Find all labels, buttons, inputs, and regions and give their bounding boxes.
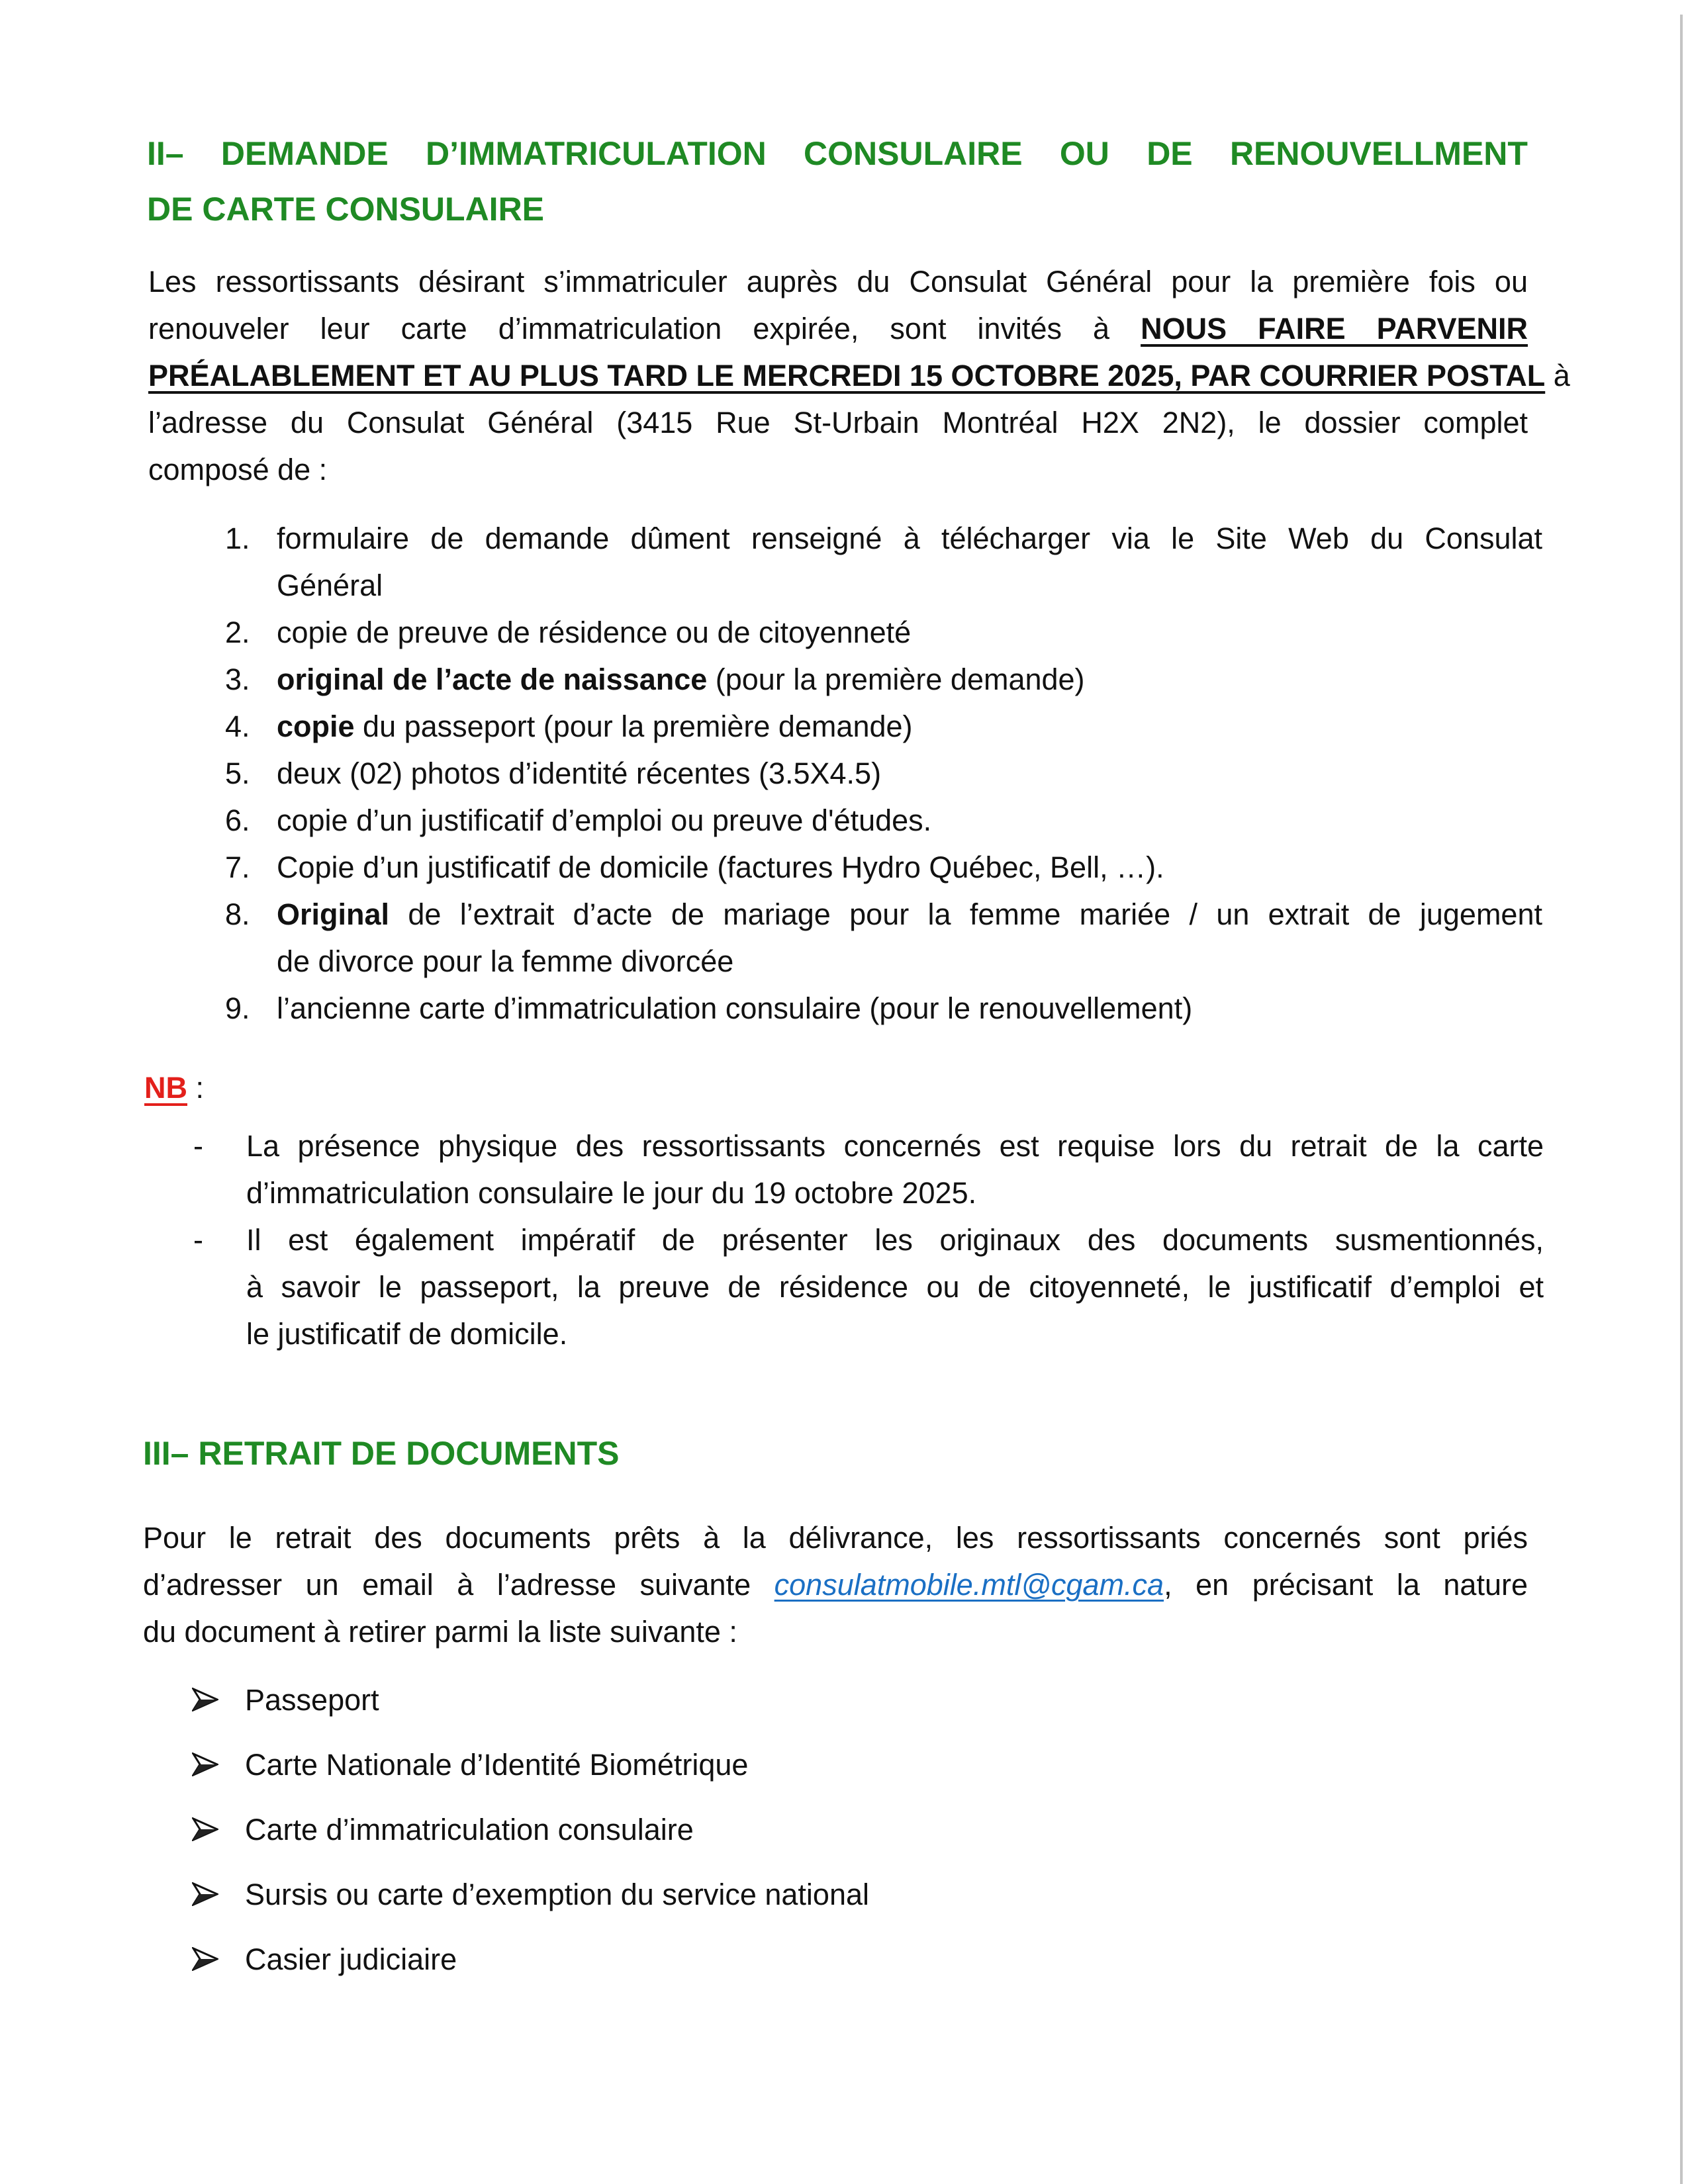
- list-number: 7.: [225, 850, 250, 884]
- list-item: [225, 891, 1542, 985]
- list-number: 2.: [225, 615, 250, 649]
- list-text-rest: de l’extrait d’acte de mariage pour la femme mariée / un extrait de jugement: [389, 897, 1542, 931]
- list-number: 3.: [225, 662, 250, 696]
- note-text: le justificatif de domicile.: [246, 1317, 568, 1351]
- list-item: [225, 750, 1542, 797]
- list-text-bold: original de l’acte de naissance: [277, 662, 708, 696]
- arrow-bullet-icon: [192, 1882, 218, 1906]
- list-text: Carte Nationale d’Identité Biométrique: [245, 1748, 749, 1782]
- note-text: La présence physique des ressortissants concernés est requise lors du retrait de la carte: [246, 1129, 1544, 1163]
- list-text-bold: Original: [277, 897, 390, 931]
- list-item: [225, 515, 1542, 609]
- heading-word: DEMANDE: [220, 135, 389, 172]
- intro-text: , en précisant la nature: [1164, 1568, 1528, 1602]
- list-text: Général: [277, 569, 383, 602]
- list-item: [192, 1862, 869, 1927]
- list-text: Casier judiciaire: [245, 1942, 457, 1976]
- section2-heading: [147, 126, 1528, 237]
- intro-line: [143, 1561, 1528, 1608]
- arrow-bullet-icon: [192, 1752, 218, 1776]
- intro-text: renouveler leur carte d’immatriculation expirée, sont invités à: [148, 312, 1141, 345]
- list-item: [225, 703, 1542, 750]
- list-number: 4.: [225, 709, 250, 743]
- list-text: deux (02) photos d’identité récentes (3.5X4.5): [277, 756, 882, 790]
- list-text: copie d’un justificatif d’emploi ou preuve d'études.: [277, 803, 932, 837]
- list-number: 6.: [225, 803, 250, 837]
- intro-line: composé de :: [148, 453, 328, 486]
- list-item: [192, 1668, 869, 1733]
- list-item: [192, 1797, 869, 1862]
- list-text: Passeport: [245, 1683, 379, 1717]
- required-documents-list: [225, 515, 1542, 1032]
- section3-heading: [143, 1426, 619, 1481]
- section2-heading-line2: DE CARTE CONSULAIRE: [147, 191, 545, 228]
- list-number: 9.: [225, 991, 250, 1025]
- arrow-bullet-icon: [192, 1947, 218, 1971]
- dash-bullet-icon: -: [193, 1223, 203, 1257]
- intro-line: [148, 305, 1528, 352]
- note-text: à savoir le passeport, la preuve de résidence ou de citoyenneté, le justificatif d’emploi et: [246, 1270, 1544, 1304]
- email-link[interactable]: consulatmobile.mtl@cgam.ca: [774, 1568, 1164, 1602]
- heading-word: II–: [147, 135, 184, 172]
- note-item: [193, 1216, 1544, 1357]
- heading-word: RENOUVELLMENT: [1229, 135, 1528, 172]
- intro-line: l’adresse du Consulat Général (3415 Rue St-Urbain Montréal H2X 2N2), le dossier complet: [148, 406, 1528, 439]
- list-text: copie de preuve de résidence ou de citoyenneté: [277, 615, 912, 649]
- heading-word: OU: [1059, 135, 1109, 172]
- list-text-rest: (pour la première demande): [707, 662, 1085, 696]
- heading-word: D’IMMATRICULATION: [425, 135, 767, 172]
- dash-bullet-icon: -: [193, 1129, 203, 1163]
- note-text: d’immatriculation consulaire le jour du 19 octobre 2025.: [246, 1176, 977, 1210]
- list-text: de divorce pour la femme divorcée: [277, 944, 734, 978]
- list-text: [277, 656, 1542, 703]
- list-text: Copie d’un justificatif de domicile (factures Hydro Québec, Bell, …).: [277, 850, 1164, 884]
- list-text-rest: du passeport (pour la première demande): [354, 709, 913, 743]
- list-item: [225, 797, 1542, 844]
- list-number: 8.: [225, 897, 250, 931]
- nb-note-label: [144, 1064, 204, 1111]
- list-item: [225, 609, 1542, 656]
- deadline-emphasis: PRÉALABLEMENT ET AU PLUS TARD LE MERCREDI 15 OCTOBRE 2025, PAR COURRIER POSTAL: [148, 359, 1546, 392]
- list-text-bold: copie: [277, 709, 355, 743]
- list-item: [225, 656, 1542, 703]
- scan-edge-line: [1680, 15, 1683, 2184]
- intro-line: du document à retirer parmi la liste suivante :: [143, 1615, 737, 1649]
- section2-intro-paragraph: [148, 258, 1570, 493]
- list-item: [192, 1927, 869, 1992]
- heading-word: CONSULAIRE: [804, 135, 1023, 172]
- section3-heading-text: III– RETRAIT DE DOCUMENTS: [143, 1435, 620, 1472]
- list-text: Carte d’immatriculation consulaire: [245, 1813, 694, 1846]
- note-text: Il est également impératif de présenter les originaux des documents susmentionnés,: [246, 1223, 1544, 1257]
- deadline-emphasis: NOUS FAIRE PARVENIR: [1141, 312, 1528, 345]
- intro-line: Les ressortissants désirant s’immatriculer auprès du Consulat Général pour la première fois ou: [148, 265, 1528, 298]
- list-item: [192, 1733, 869, 1797]
- intro-line: [148, 352, 1570, 399]
- document-types-list: [192, 1668, 869, 1992]
- list-number: 5.: [225, 756, 250, 790]
- list-text: [277, 703, 1542, 750]
- intro-text: à: [1545, 359, 1570, 392]
- intro-line: Pour le retrait des documents prêts à la délivrance, les ressortissants concernés sont priés: [143, 1521, 1528, 1555]
- nb-notes-list: [193, 1122, 1544, 1357]
- list-text: formulaire de demande dûment renseigné à télécharger via le Site Web du Consulat: [277, 522, 1542, 555]
- list-item: [225, 844, 1542, 891]
- arrow-bullet-icon: [192, 1688, 218, 1711]
- note-item: [193, 1122, 1544, 1216]
- list-text: l’ancienne carte d’immatriculation consulaire (pour le renouvellement): [277, 991, 1193, 1025]
- arrow-bullet-icon: [192, 1817, 218, 1841]
- nb-colon: :: [187, 1071, 205, 1105]
- list-number: 1.: [225, 522, 250, 555]
- section2-heading-line1: [147, 126, 1528, 181]
- intro-text: d’adresser un email à l’adresse suivante: [143, 1568, 774, 1602]
- list-item: [225, 985, 1542, 1032]
- list-text: Sursis ou carte d’exemption du service national: [245, 1878, 870, 1911]
- list-text: [277, 891, 1542, 938]
- heading-word: DE: [1147, 135, 1193, 172]
- nb-label: NB: [144, 1071, 187, 1105]
- section3-intro-paragraph: [143, 1514, 1528, 1655]
